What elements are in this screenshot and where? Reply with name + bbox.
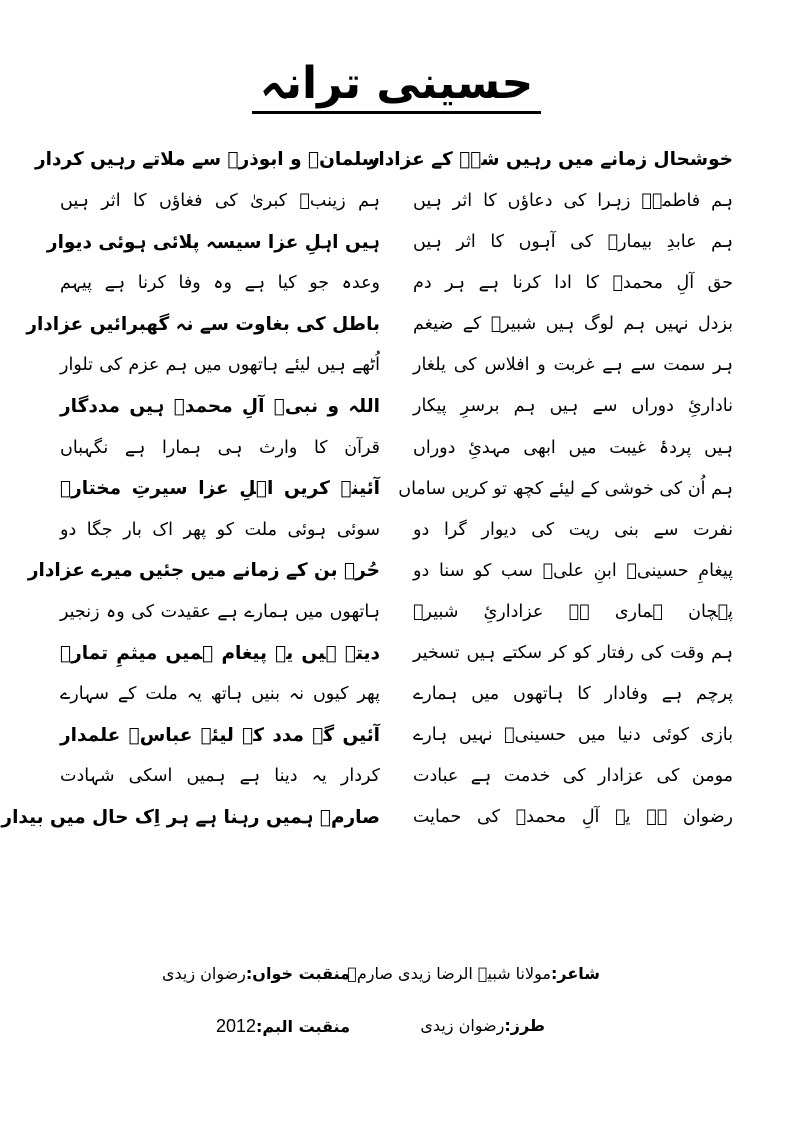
verse-left: آئیں گے مدد کے لیئے عباسؑ علمدار	[60, 724, 380, 746]
verse-right: حق آلِ محمدؐ کا ادا کرنا ہے ہر دم	[413, 273, 733, 294]
verse-right: ہم اُن کی خوشی کے لیئے کچھ تو کریں ساماں	[398, 478, 733, 499]
album-year: 2012	[215, 1016, 257, 1036]
verse-left: اللہ و نبیؐ آلِ محمدؐ ہیں مددگار	[60, 395, 380, 417]
tarz-name: رضوان زیدی	[420, 1016, 505, 1035]
verse-left: پھر کیوں نہ بنیں ہاتھ یہ ملت کے سہارے	[60, 684, 380, 705]
verse-row	[60, 592, 733, 633]
verse-left: اُٹھے ہیں لیئے ہاتھوں میں ہم عزم کی تلوار	[60, 355, 380, 376]
reciter-credit	[162, 964, 350, 983]
page-title	[0, 58, 793, 114]
verse-right: بزدل نہیں ہم لوگ ہیں شبیرؑ کے ضیغم	[413, 314, 733, 335]
verse-right: پیغامِ حسینیؑ ابنِ علیؑ سب کو سنا دو	[413, 560, 733, 581]
verse-row	[60, 633, 733, 674]
verse-right: خوشحال زمانے میں رہیں شہؑ کے عزادار	[367, 149, 733, 171]
verse-right: ہم وقت کی رفتار کو کر سکتے ہیں تسخیر	[413, 643, 733, 664]
verse-right: پہچان ہماری ہے عزادارئِ شبیرؑ	[413, 601, 733, 622]
verse-left: صارمؔ ہمیں رہنا ہے ہر اِک حال میں بیدار	[1, 806, 380, 828]
tarz-label: طرز:	[504, 1016, 545, 1035]
verse-left: ہیں اہلِ عزا سیسہ پلائی ہوئی دیوار	[46, 231, 380, 253]
verse-row	[27, 551, 733, 592]
verse-right: ہم عابدِ بیمارؑ کی آہوں کا اثر ہیں	[413, 232, 733, 253]
verse-left: ہم زینبؑ کبریٰ کی فغاؤں کا اثر ہیں	[60, 191, 380, 212]
credits-block	[100, 964, 600, 1044]
album-credit	[216, 1016, 350, 1037]
verse-left: کردار یہ دینا ہے ہمیں اسکی شہادت	[60, 766, 380, 787]
verse-right: ہر سمت سے ہے غربت و افلاس کی یلغار	[413, 355, 733, 376]
verse-row	[60, 756, 733, 797]
verse-right: نادارئِ دوراں سے ہیں ہم برسرِ پیکار	[413, 396, 733, 417]
reciter-name: رضوان زیدی	[161, 964, 246, 983]
verse-row	[46, 222, 733, 263]
tarz-credit	[420, 1016, 545, 1035]
verse-left: آئینہ کریں اہلِ عزا سیرتِ مختارؒ	[60, 478, 380, 500]
verses-block	[1, 140, 733, 880]
verse-row	[26, 304, 733, 345]
verse-right: ہیں پردۂ غیبت میں ابھی مہدئِ دوراں	[413, 437, 733, 458]
verse-row	[1, 798, 733, 839]
verse-left: وعدہ جو کیا ہے وہ وفا کرنا ہے پیہم	[60, 273, 380, 294]
verse-left: دیتے ہیں یہ پیغام ہمیں میثمِ تمارؓ	[60, 642, 380, 664]
verse-right: مومن کی عزادار کی خدمت ہے عبادت	[413, 766, 733, 787]
verse-row	[34, 140, 733, 181]
poet-name: مولانا شبیہ الرضا زیدی صارمؔ	[347, 964, 551, 983]
verse-row	[60, 181, 733, 222]
title-text: حسینی ترانہ	[252, 58, 542, 114]
verse-row	[60, 715, 733, 756]
album-label: منقبت البم:	[256, 1017, 350, 1036]
verse-row	[60, 345, 733, 386]
verse-row	[60, 263, 733, 304]
poet-credit	[347, 964, 600, 983]
verse-right: نفرت سے بنی ریت کی دیوار گرا دو	[413, 519, 733, 540]
verse-left: قرآن کا وارث ہی ہمارا ہے نگہباں	[60, 437, 380, 458]
verse-left: سوئی ہوئی ملت کو پھر اک بار جگا دو	[60, 519, 380, 540]
verse-row	[60, 674, 733, 715]
verse-right: رضوان ہے یہ آلِ محمدؐ کی حمایت	[413, 807, 733, 828]
verse-row	[60, 469, 733, 510]
verse-right: بازی کوئی دنیا میں حسینیؑ نہیں ہارے	[413, 725, 733, 746]
verse-left: باطل کی بغاوت سے نہ گھبرائیں عزادار	[26, 313, 380, 335]
verse-right: ہم فاطمہؑ زہرا کی دعاؤں کا اثر ہیں	[413, 191, 733, 212]
reciter-label: منقبت خواں:	[245, 964, 350, 983]
verse-row	[60, 428, 733, 469]
verse-left: ہاتھوں میں ہمارے ہے عقیدت کی وہ زنجیر	[60, 601, 380, 622]
verse-left: سلمانؑ و ابوذرؓ سے ملاتے رہیں کردار	[34, 149, 380, 171]
verse-left: حُرؑ بن کے زمانے میں جئیں میرے عزادار	[27, 560, 380, 582]
verse-row	[60, 387, 733, 428]
verse-row	[60, 510, 733, 551]
verse-right: پرچم ہے وفادار کا ہاتھوں میں ہمارے	[413, 684, 733, 705]
poet-label: شاعر:	[550, 964, 600, 983]
